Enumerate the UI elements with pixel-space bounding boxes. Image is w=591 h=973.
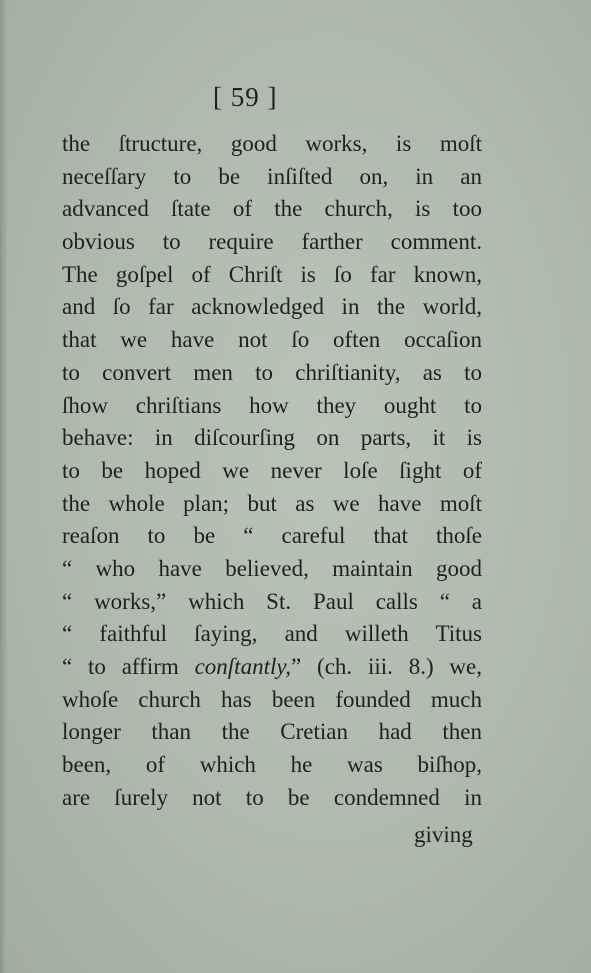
text-line: to be hoped we never loſe ſight of xyxy=(62,457,482,483)
italic-word: conſtantly, xyxy=(194,654,292,679)
page-gutter xyxy=(0,0,7,973)
page-number: [ 59 ] xyxy=(213,82,278,112)
text-line: “ who have believed, maintain good xyxy=(62,555,482,581)
text-line: been, of which he was biſhop, xyxy=(62,752,482,778)
text-line: to convert men to chriſtianity, as to xyxy=(62,359,482,385)
text-line: the whole plan; but as we have moſt xyxy=(62,490,482,516)
text-line: longer than the Cretian had then xyxy=(62,719,482,745)
text-line: the ſtructure, good works, is moſt xyxy=(62,131,482,156)
page-header xyxy=(0,82,591,122)
text-line: behave: in diſcourſing on parts, it is xyxy=(62,425,482,451)
text-line: “ faithful ſaying, and willeth Titus xyxy=(62,621,482,647)
text-span: “ to affirm xyxy=(62,654,195,679)
text-line: reaſon to be “ careful that thoſe xyxy=(62,523,482,549)
text-line: that we have not ſo often occaſion xyxy=(62,327,482,353)
text-span: ” (ch. iii. 8.) we, xyxy=(291,654,482,679)
text-line: “ works,” which St. Paul calls “ a xyxy=(62,588,482,614)
text-line: are ſurely not to be condemned in xyxy=(62,784,482,810)
text-line: The goſpel of Chriſt is ſo far known, xyxy=(62,261,482,287)
text-line: advanced ſtate of the church, is too xyxy=(62,196,482,222)
text-line: neceſſary to be inſiſted on, in an xyxy=(62,163,482,189)
text-line: obvious to require farther comment. xyxy=(62,229,482,255)
catchword: giving xyxy=(414,822,473,847)
text-line-with-italic xyxy=(62,651,482,684)
text-line: whoſe church has been founded much xyxy=(62,686,482,712)
text-line: and ſo far acknowledged in the world, xyxy=(62,294,482,320)
text-line: ſhow chriſtians how they ought to xyxy=(62,392,482,418)
body-text xyxy=(62,128,482,814)
